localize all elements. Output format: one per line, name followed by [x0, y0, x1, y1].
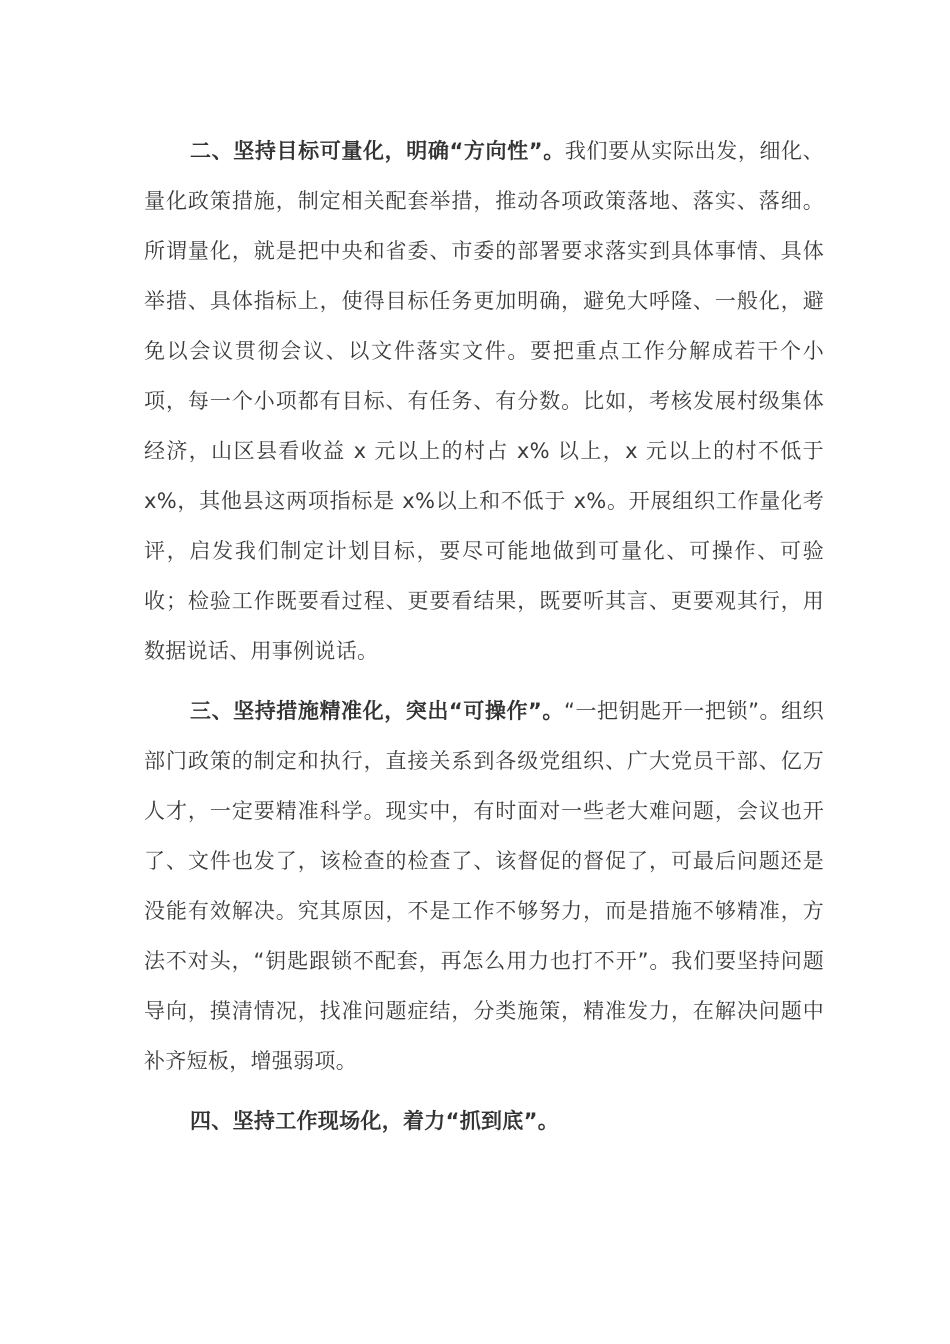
- section-paragraph-3: [144, 686, 824, 1086]
- section-heading-3: 三、坚持措施精准化，突出“可操作”。: [190, 699, 564, 723]
- document-body: [144, 126, 824, 1156]
- section-paragraph-4: [144, 1096, 824, 1146]
- section-text-2: 我们要从实际出发，细化、量化政策措施，制定相关配套举措，推动各项政策落地、落实、落细。所谓量化，就是把中央和省委、市委的部署要求落实到具体事情、具体举措、具体指标上，使得目标任务更加明确，避免大呼隆、一般化，避免以会议贯彻会议、以文件落实文件。要把重点工作分解成若干个小项，每一个小项都有目标、有任务、有分数。比如，考核发展村级集体经济，山区县看收益 x 元以上的村占 x% 以上，x 元以上的村不低于 x%，其他县这两项指标是 x%以上和不低于 x%。开展组织工作量化考评，启发我们制定计划目标，要尽可能地做到可量化、可操作、可验收；检验工作既要看过程、更要看结果，既要听其言、更要观其行，用数据说话、用事例说话。: [144, 139, 824, 663]
- section-heading-4: 四、坚持工作现场化，着力“抓到底”。: [190, 1109, 560, 1133]
- section-text-3: “一把钥匙开一把锁”。组织部门政策的制定和执行，直接关系到各级党组织、广大党员干部、亿万人才，一定要精准科学。现实中，有时面对一些老大难问题，会议也开了、文件也发了，该检查的检查了、该督促的督促了，可最后问题还是没能有效解决。究其原因，不是工作不够努力，而是措施不够精准，方法不对头，“钥匙跟锁不配套，再怎么用力也打不开”。我们要坚持问题导向，摸清情况，找准问题症结，分类施策，精准发力，在解决问题中补齐短板，增强弱项。: [144, 699, 824, 1073]
- section-heading-2: 二、坚持目标可量化，明确“方向性”。: [190, 139, 565, 163]
- section-paragraph-2: [144, 126, 824, 676]
